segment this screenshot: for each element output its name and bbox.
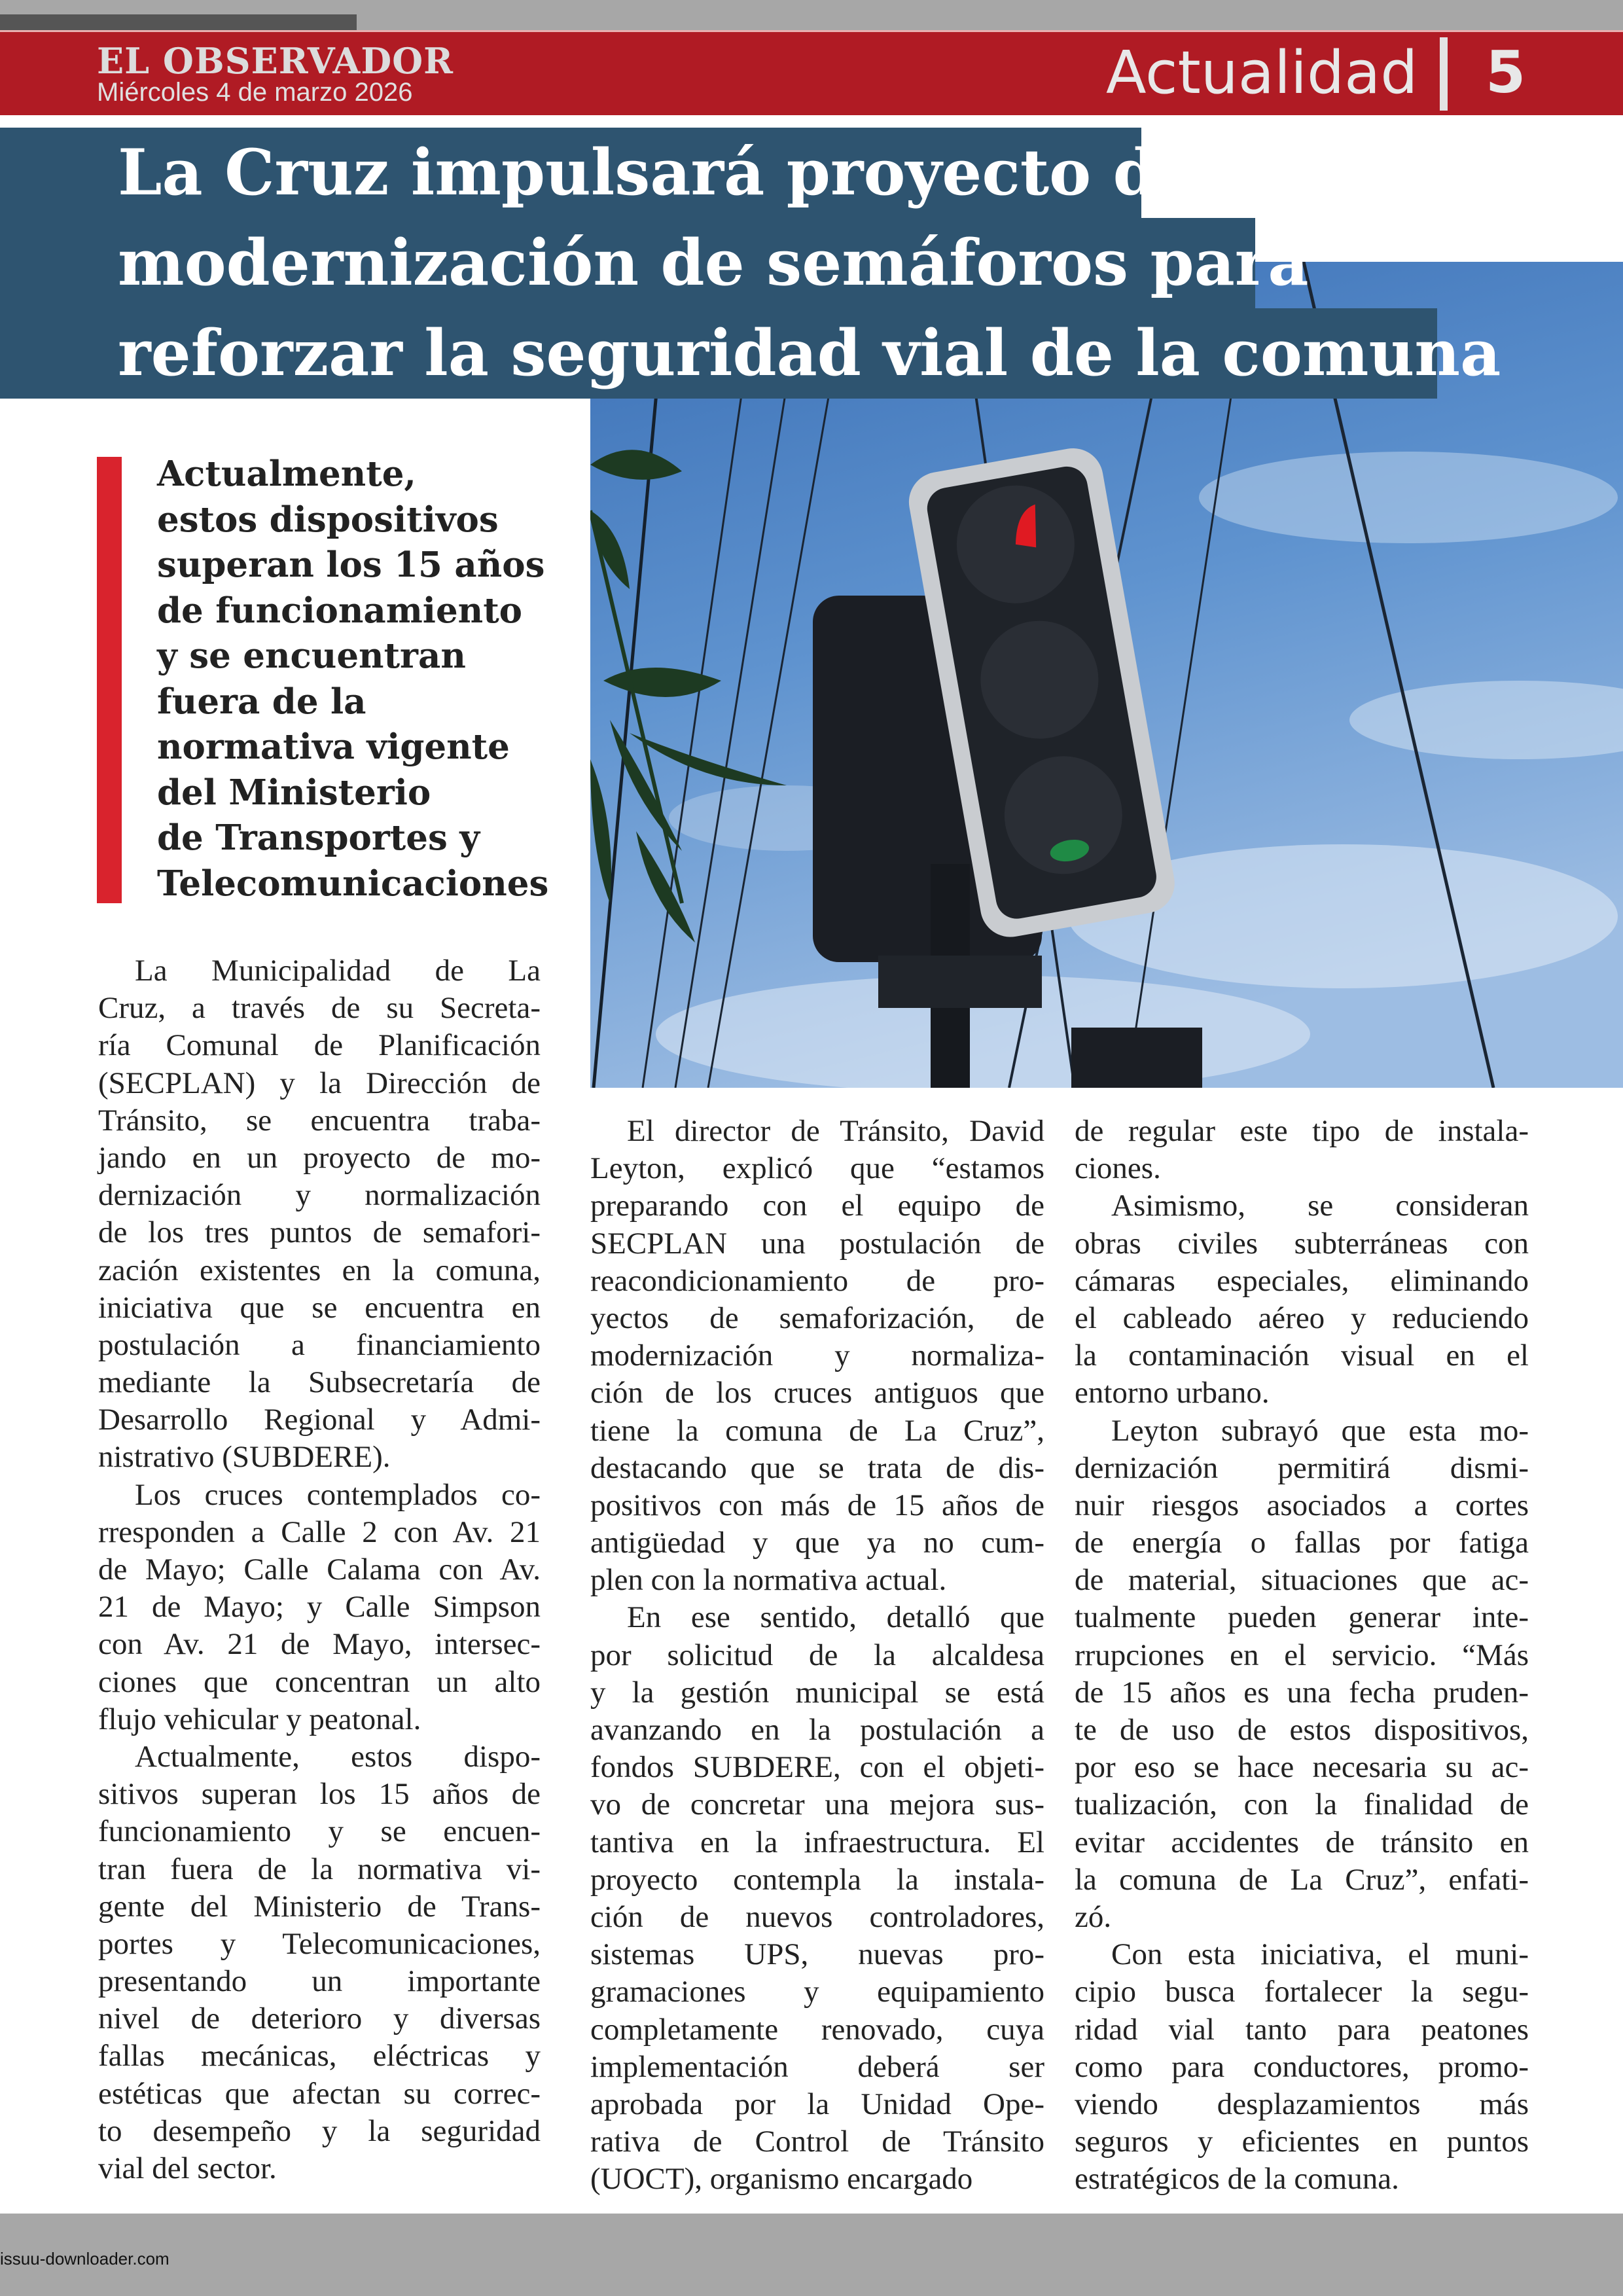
- article-line: Tránsito, se encuentra traba-: [98, 1103, 541, 1138]
- article-line: entorno urbano.: [1075, 1376, 1270, 1410]
- headline-line-2: modernización de semáforos para: [118, 226, 1309, 300]
- article-line: y la gestión municipal se está: [590, 1675, 1044, 1710]
- article-line: de los tres puntos de semafori-: [98, 1215, 541, 1250]
- article-line: aprobada por la Unidad Ope-: [590, 2087, 1044, 2121]
- article-line: por solicitud de la alcaldesa: [590, 1638, 1044, 1672]
- article-line: sistemas UPS, nuevas pro-: [590, 1937, 1044, 1972]
- article-line: plen con la normativa actual.: [590, 1563, 947, 1598]
- masthead-divider: [1440, 37, 1448, 111]
- article-line: gramaciones y equipamiento: [590, 1975, 1044, 2009]
- pullquote-line: del Ministerio: [157, 772, 431, 813]
- article-line: Leyton, explicó que “estamos: [590, 1151, 1044, 1186]
- article-line: estéticas que afectan su correc-: [98, 2076, 541, 2111]
- article-line: ción de los cruces antiguos que: [590, 1376, 1044, 1410]
- article-line: zación existentes en la comuna,: [98, 1253, 541, 1287]
- article-line: te de uso de estos dispositivos,: [1075, 1713, 1529, 1747]
- article-column-3: [1075, 1113, 1529, 2198]
- article-line: rresponden a Calle 2 con Av. 21: [98, 1515, 541, 1549]
- article-line: dernización y normalización: [98, 1178, 541, 1213]
- article-line: gente del Ministerio de Trans-: [98, 1889, 541, 1924]
- article-line: nuir riesgos asociados a cortes: [1075, 1488, 1529, 1522]
- article-line: vo de concretar una mejora sus-: [590, 1787, 1044, 1822]
- article-line: tran fuera de la normativa vi-: [98, 1852, 541, 1886]
- article-line: de material, situaciones que ac-: [1075, 1563, 1529, 1598]
- pullquote-line: estos dispositivos: [157, 499, 499, 540]
- pullquote-line: y se encuentran: [157, 636, 466, 676]
- article-line: antigüedad y que ya no cum-: [590, 1526, 1044, 1560]
- article-line: con Av. 21 de Mayo, intersec-: [98, 1627, 541, 1662]
- article-line: Cruz, a través de su Secreta-: [98, 991, 541, 1026]
- watermark: issuu-downloader.com: [0, 2249, 169, 2269]
- pullquote-line: Telecomunicaciones: [157, 863, 549, 904]
- article-line: de regular este tipo de instala-: [1075, 1114, 1529, 1148]
- article-line: 21 de Mayo; y Calle Simpson: [98, 1590, 541, 1624]
- article-line: la comuna de La Cruz”, enfati-: [1075, 1862, 1529, 1897]
- masthead: [0, 30, 1623, 115]
- pullquote-accent-bar: [97, 457, 122, 903]
- article-line: presentando un importante: [98, 1964, 541, 1999]
- article-line: Desarrollo Regional y Admi-: [98, 1403, 541, 1437]
- article-line: mediante la Subsecretaría de: [98, 1365, 541, 1400]
- article-line: tantiva en la infraestructura. El: [590, 1825, 1044, 1859]
- section-title: Actualidad: [1106, 39, 1418, 107]
- article-line: (SECPLAN) y la Dirección de: [98, 1066, 541, 1100]
- article-line: viendo desplazamientos más: [1075, 2087, 1529, 2121]
- top-dark-strip: [0, 14, 357, 30]
- article-line: de energía o fallas por fatiga: [1075, 1526, 1529, 1560]
- article-line: cipio busca fortalecer la segu-: [1075, 1975, 1529, 2009]
- article-line: portes y Telecomunicaciones,: [98, 1926, 541, 1961]
- article-line: to desempeño y la seguridad: [98, 2113, 541, 2148]
- article-line: completamente renovado, cuya: [590, 2012, 1044, 2047]
- article-line: postulación a financiamiento: [98, 1327, 541, 1362]
- article-line: rativa de Control de Tránsito: [590, 2125, 1044, 2159]
- article-line: Asimismo, se consideran: [1111, 1189, 1529, 1223]
- article-line: modernización y normaliza-: [590, 1338, 1044, 1373]
- article-line: Leyton subrayó que esta mo-: [1111, 1413, 1529, 1448]
- article-line: el cableado aéreo y reduciendo: [1075, 1300, 1529, 1335]
- article-line: zó.: [1075, 1899, 1112, 1934]
- article-line: destacando que se trata de dis-: [590, 1450, 1044, 1485]
- article-line: SECPLAN una postulación de: [590, 1226, 1044, 1261]
- article-line: como para conductores, promo-: [1075, 2049, 1529, 2084]
- article-line: vial del sector.: [98, 2151, 277, 2185]
- page-number: 5: [1486, 39, 1526, 106]
- article-line: fondos SUBDERE, con el objeti-: [590, 1750, 1044, 1785]
- article-line: tualización, con la finalidad de: [1075, 1787, 1529, 1822]
- pullquote-line: de funcionamiento: [157, 590, 523, 631]
- article-line: jando en un proyecto de mo-: [98, 1140, 541, 1175]
- article-line: funcionamiento y se encuen-: [98, 1814, 541, 1849]
- pullquote-line: de Transportes y: [157, 817, 480, 858]
- article-line: ridad vial tanto para peatones: [1075, 2012, 1529, 2047]
- article-line: por eso se hace necesaria su ac-: [1075, 1750, 1529, 1785]
- article-line: (UOCT), organismo encargado: [590, 2162, 973, 2197]
- article-line: preparando con el equipo de: [590, 1189, 1044, 1223]
- issue-date: Miércoles 4 de marzo 2026: [97, 78, 413, 107]
- article-line: positivos con más de 15 años de: [590, 1488, 1044, 1522]
- pullquote-line: fuera de la: [157, 681, 366, 722]
- article-line: ciones que concentran un alto: [98, 1664, 541, 1699]
- article-line: Actualmente, estos dispo-: [135, 1739, 541, 1774]
- article-line: flujo vehicular y peatonal.: [98, 1702, 421, 1736]
- article-line: rrupciones en el servicio. “Más: [1075, 1638, 1529, 1672]
- article-column-2: [590, 1113, 1044, 2198]
- article-line: sitivos superan los 15 años de: [98, 1777, 541, 1812]
- headline-line-3: reforzar la seguridad vial de la comuna: [118, 316, 1501, 390]
- article-line: de 15 años es una fecha pruden-: [1075, 1675, 1529, 1710]
- article-line: estratégicos de la comuna.: [1075, 2162, 1399, 2197]
- article-line: El director de Tránsito, David: [627, 1114, 1044, 1148]
- article-line: cámaras especiales, eliminando: [1075, 1263, 1529, 1298]
- article-line: iniciativa que se encuentra en: [98, 1290, 541, 1325]
- article-line: la contaminación visual en el: [1075, 1338, 1529, 1373]
- article-line: avanzando en la postulación a: [590, 1713, 1044, 1747]
- article-line: seguros y eficientes en puntos: [1075, 2125, 1529, 2159]
- article-line: La Municipalidad de La: [135, 954, 541, 988]
- article-line: tualmente pueden generar inte-: [1075, 1600, 1529, 1635]
- article-line: proyecto contempla la instala-: [590, 1862, 1044, 1897]
- newspaper-name: EL OBSERVADOR: [97, 40, 454, 82]
- article-line: nistrativo (SUBDERE).: [98, 1440, 391, 1475]
- article-line: ción de nuevos controladores,: [590, 1899, 1044, 1934]
- article-line: reacondicionamiento de pro-: [590, 1263, 1044, 1298]
- article-line: evitar accidentes de tránsito en: [1075, 1825, 1529, 1859]
- article-line: obras civiles subterráneas con: [1075, 1226, 1529, 1261]
- article-line: ciones.: [1075, 1151, 1161, 1186]
- article-line: fallas mecánicas, eléctricas y: [98, 2039, 541, 2073]
- article-line: de Mayo; Calle Calama con Av.: [98, 1552, 541, 1587]
- bottom-gray-bar: [0, 2214, 1623, 2296]
- pullquote-line: superan los 15 años: [157, 545, 545, 585]
- article-line: dernización permitirá dismi-: [1075, 1450, 1529, 1485]
- article-line: nivel de deterioro y diversas: [98, 2001, 541, 2036]
- article-line: yectos de semaforización, de: [590, 1300, 1044, 1335]
- article-line: ría Comunal de Planificación: [98, 1028, 541, 1063]
- pullquote-line: normativa vigente: [157, 726, 510, 767]
- article-line: Los cruces contemplados co-: [135, 1477, 541, 1512]
- pullquote-line: Actualmente,: [157, 454, 416, 494]
- pullquote: [157, 452, 550, 906]
- article-line: implementación deberá ser: [590, 2049, 1044, 2084]
- article-line: Con esta iniciativa, el muni-: [1111, 1937, 1529, 1972]
- article-line: En ese sentido, detalló que: [627, 1600, 1044, 1635]
- article-line: tiene la comuna de La Cruz”,: [590, 1413, 1044, 1448]
- headline-line-1: La Cruz impulsará proyecto de: [118, 135, 1197, 209]
- article-column-1: [98, 952, 541, 2187]
